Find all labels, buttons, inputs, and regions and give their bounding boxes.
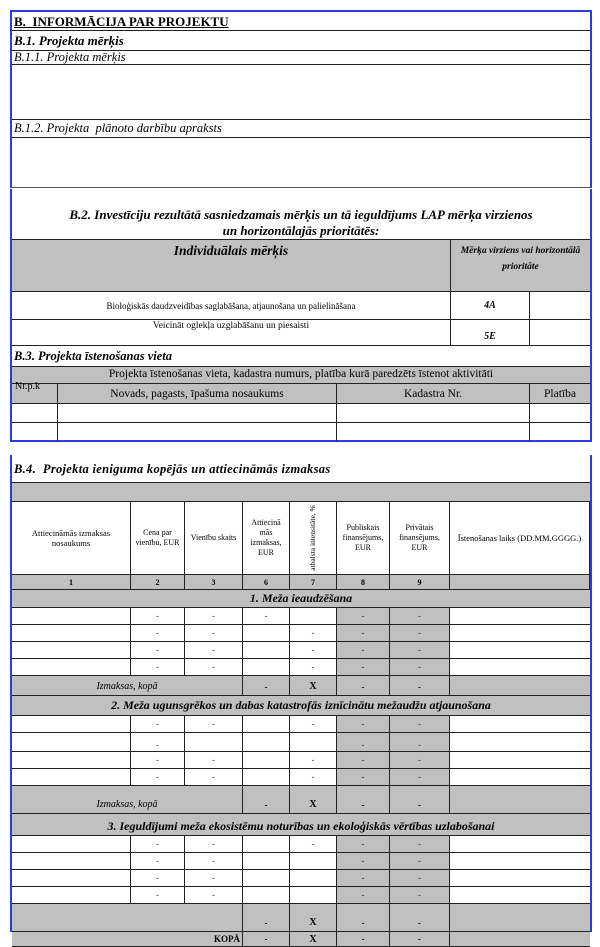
b4-cell[interactable]: [12, 870, 131, 887]
b4-group-total-cell: [450, 786, 590, 814]
b4-header-label: Attiecinā mās izmaksas, EUR: [250, 518, 282, 557]
b2-header-priority-label: Mērķa virziens vai horizontālā prioritāte: [460, 246, 581, 272]
b4-cell[interactable]: [12, 853, 131, 870]
b4-cell[interactable]: -: [185, 659, 243, 676]
b4-cell[interactable]: [12, 733, 131, 752]
b4-cell[interactable]: -: [290, 659, 337, 676]
b4-cell[interactable]: [185, 733, 243, 752]
b4-cell[interactable]: -: [185, 769, 243, 786]
b4-cell[interactable]: [243, 733, 290, 752]
b2-value-cell[interactable]: [530, 320, 590, 345]
b4-cell: -: [337, 752, 390, 769]
b4-cell[interactable]: [290, 853, 337, 870]
b4-grand-total-cell: X: [290, 932, 337, 947]
b4-column-number: 9: [390, 575, 450, 590]
b4-cell[interactable]: -: [131, 769, 185, 786]
b2-title-line1: B.2. Investīciju rezultātā sasniedzamais mērķis un tā ieguldījums LAP mērķa virzienos: [69, 207, 533, 222]
b4-cell[interactable]: [12, 887, 131, 904]
b4-cell[interactable]: -: [290, 769, 337, 786]
b4-cell[interactable]: [243, 836, 290, 853]
b4-cell: -: [390, 716, 450, 733]
b2-header-goal: [12, 239, 451, 292]
b11-input-area[interactable]: [12, 65, 590, 120]
b4-title-row: [12, 460, 590, 482]
b4-header-label: Publiskais finansējums, EUR: [342, 523, 384, 552]
b4-cell[interactable]: [243, 769, 290, 786]
b4-cell: -: [337, 887, 390, 904]
b4-cell[interactable]: [12, 642, 131, 659]
b4-cell: -: [337, 870, 390, 887]
b4-header-label: Vienību skaits: [190, 533, 237, 542]
section-b-title: B. INFORMĀCIJA PAR PROJEKTU: [14, 14, 229, 29]
b4-cell: -: [337, 625, 390, 642]
b4-cell[interactable]: [450, 853, 590, 870]
b4-header-label: Īstenošanas laiks (DD.MM.GGGG.): [457, 533, 582, 543]
b4-cell: -: [337, 608, 390, 625]
b4-cell[interactable]: [290, 733, 337, 752]
b3-cell-cadastre[interactable]: [337, 423, 530, 441]
b4-cell: -: [337, 733, 390, 752]
b4-header-col-name: [12, 502, 131, 575]
b4-cell[interactable]: [12, 608, 131, 625]
b4-group-total-label: Izmaksas, kopā: [12, 676, 243, 696]
b2-goal-cell: Veicināt oglekļa uzglabāšanu un piesaisti: [12, 320, 451, 345]
b4-cell: -: [337, 769, 390, 786]
b4-cell[interactable]: -: [290, 836, 337, 853]
b4-group-total-cell: -: [243, 904, 290, 932]
b2-header-goal-label: Individuālais mērķis: [173, 243, 289, 258]
b4-header-col-public-funding: [337, 502, 390, 575]
b4-group-total-cell: [450, 904, 590, 932]
b4-header-label: atbalsta intensitāte, %: [308, 505, 318, 571]
b4-cell[interactable]: -: [185, 608, 243, 625]
b2-title-line2: un horizontālajās prioritātēs:: [222, 223, 380, 238]
b4-group-total-cell: X: [290, 676, 337, 696]
b4-cell[interactable]: [12, 836, 131, 853]
b4-header-col-eligible-costs: [243, 502, 290, 575]
b2-row: [12, 292, 590, 320]
b2-code-cell: 4A: [451, 292, 530, 319]
b4-cell[interactable]: [12, 625, 131, 642]
b4-cell[interactable]: [290, 870, 337, 887]
b4-cell[interactable]: [450, 870, 590, 887]
b4-cell[interactable]: [450, 769, 590, 786]
b4-cell[interactable]: -: [185, 642, 243, 659]
b4-cell[interactable]: [450, 625, 590, 642]
b12-input-area[interactable]: [12, 138, 590, 188]
b3-row: [12, 423, 590, 441]
b4-cell: -: [390, 733, 450, 752]
b4-group-total-cell: -: [337, 904, 390, 932]
b4-header-col-unit-count: [185, 502, 243, 575]
b4-group-total-cell: -: [243, 786, 290, 814]
b4-cell: -: [337, 836, 390, 853]
b4-cell: -: [390, 870, 450, 887]
b4-cell[interactable]: -: [290, 752, 337, 769]
b4-cell: -: [390, 625, 450, 642]
b2-row: [12, 320, 590, 346]
b4-cell: -: [390, 608, 450, 625]
b4-cell[interactable]: -: [131, 608, 185, 625]
b4-grand-total-cell: -: [243, 932, 290, 947]
b4-cell: -: [390, 769, 450, 786]
b4-cell[interactable]: -: [131, 659, 185, 676]
b4-cell[interactable]: -: [185, 887, 243, 904]
b4-group-title: 2. Meža ugunsgrēkos un dabas katastrofās iznīcinātu mežaudžu atjaunošana: [12, 696, 590, 716]
b3-header-row: [12, 381, 590, 404]
b4-cell[interactable]: -: [131, 870, 185, 887]
b4-cell[interactable]: [243, 642, 290, 659]
b4-group-total-label: Izmaksas, kopā: [12, 786, 243, 814]
b4-group-total-label: [12, 904, 243, 932]
b4-cell[interactable]: -: [131, 752, 185, 769]
b4-cell[interactable]: [450, 642, 590, 659]
b4-group-total-cell: -: [390, 904, 450, 932]
b4-cell[interactable]: [450, 733, 590, 752]
b11-label: B.1.1. Projekta mērķis: [14, 50, 126, 64]
section-b-title-row: [12, 12, 590, 31]
b4-cell[interactable]: [450, 752, 590, 769]
b4-cell[interactable]: -: [290, 642, 337, 659]
b2-goal-cell: Bioloģiskās daudzveidības saglabāšana, atjaunošana un palielināšana: [12, 292, 451, 319]
b4-grand-total-label: KOPĀ: [12, 932, 243, 947]
b1-title-row: [12, 31, 590, 51]
b4-column-number: [450, 575, 590, 590]
b4-group-total-cell: [450, 676, 590, 696]
b4-cell: -: [337, 853, 390, 870]
b3-cell-area[interactable]: [530, 404, 590, 422]
b4-gray-band: [12, 482, 590, 502]
b3-cell-location[interactable]: [58, 423, 337, 441]
b4-header-label: Attiecināmās izmaksas nosaukums: [31, 528, 111, 548]
b4-cell[interactable]: [12, 752, 131, 769]
b4-cell[interactable]: -: [131, 625, 185, 642]
b4-group-total-cell: X: [290, 904, 337, 932]
b3-cell-nr[interactable]: [12, 423, 58, 441]
b3-title: B.3. Projekta īstenošanas vieta: [14, 349, 172, 363]
b4-cell: -: [390, 887, 450, 904]
b3-cell-nr[interactable]: [12, 404, 58, 422]
b4-column-number: 6: [243, 575, 290, 590]
b4-cell[interactable]: -: [290, 625, 337, 642]
b4-header-label: Cena par vienību, EUR: [135, 528, 180, 547]
b4-cell: -: [390, 836, 450, 853]
b4-cell: -: [390, 752, 450, 769]
b4-cell: -: [337, 659, 390, 676]
b4-cell[interactable]: [243, 870, 290, 887]
b1-title: B.1. Projekta mērķis: [14, 33, 124, 48]
b4-group-total-cell: -: [243, 676, 290, 696]
b4-cell: -: [390, 853, 450, 870]
b4-cell[interactable]: [243, 752, 290, 769]
b4-cell[interactable]: [12, 659, 131, 676]
b4-title: B.4. Projekta ieniguma kopējās un attiecināmās izmaksas: [14, 462, 331, 476]
b2-value-cell[interactable]: [530, 292, 590, 319]
b4-cell: -: [390, 642, 450, 659]
b4-cell[interactable]: -: [185, 870, 243, 887]
b4-cell[interactable]: [450, 887, 590, 904]
b4-cell[interactable]: -: [131, 836, 185, 853]
b4-cell[interactable]: [450, 608, 590, 625]
b4-cell[interactable]: [290, 887, 337, 904]
b4-cell[interactable]: [243, 716, 290, 733]
b4-cell[interactable]: -: [243, 608, 290, 625]
b4-group-total-cell: -: [390, 786, 450, 814]
b4-header-col-implementation-time: [450, 502, 590, 575]
b4-column-number: 1: [12, 575, 131, 590]
b3-row: [12, 404, 590, 423]
b4-group-total-cell: -: [337, 676, 390, 696]
b4-cell[interactable]: [12, 769, 131, 786]
b3-cell-location[interactable]: [58, 404, 337, 422]
b4-cell[interactable]: [450, 716, 590, 733]
b4-header-col-aid-intensity: [290, 502, 337, 575]
b4-cell[interactable]: -: [185, 625, 243, 642]
b4-cell[interactable]: [243, 659, 290, 676]
b4-cell[interactable]: [450, 836, 590, 853]
b4-cell[interactable]: [243, 887, 290, 904]
b3-cell-cadastre[interactable]: [337, 404, 530, 422]
b4-cell[interactable]: -: [131, 642, 185, 659]
b4-cell: -: [337, 716, 390, 733]
b3-subheader: Projekta īstenošanas vieta, kadastra numurs, platība kurā paredzēts īstenot aktivitāti: [12, 366, 590, 384]
b4-cell[interactable]: -: [131, 853, 185, 870]
b4-cell[interactable]: -: [131, 733, 185, 752]
b3-title-row: [12, 346, 590, 366]
b4-cell[interactable]: -: [185, 752, 243, 769]
b4-cell[interactable]: [12, 716, 131, 733]
b4-cell[interactable]: [243, 853, 290, 870]
b3-col-area: Platība: [544, 387, 576, 400]
b4-cell[interactable]: -: [185, 836, 243, 853]
b4-grand-total-cell: [450, 932, 590, 947]
b2-code-cell: 5E: [451, 320, 530, 345]
b4-cell[interactable]: [243, 625, 290, 642]
b3-col-location: Novads, pagasts, īpašuma nosaukums: [58, 384, 337, 403]
b11-label-row: [12, 51, 590, 65]
b4-cell: -: [390, 659, 450, 676]
b4-cell[interactable]: -: [185, 716, 243, 733]
b4-cell[interactable]: -: [131, 716, 185, 733]
b4-group-title: 3. Ieguldījumi meža ekosistēmu noturības un ekoloģiskās vērtības uzlabošanai: [12, 814, 590, 836]
b4-column-number: 2: [131, 575, 185, 590]
b3-cell-area[interactable]: [530, 423, 590, 441]
b12-label-row: [12, 120, 590, 138]
b4-grand-total-cell: -: [390, 932, 450, 947]
b4-group-title: 1. Meža ieaudzēšana: [12, 590, 590, 608]
b4-cell: -: [337, 642, 390, 659]
b4-group-total-cell: -: [390, 676, 450, 696]
b4-group-total-cell: -: [337, 786, 390, 814]
b4-column-number: 8: [337, 575, 390, 590]
b4-column-number: 3: [185, 575, 243, 590]
b4-cell[interactable]: -: [185, 853, 243, 870]
b4-cell[interactable]: -: [290, 716, 337, 733]
b2-header-priority: [451, 239, 590, 292]
b4-group-total-cell: X: [290, 786, 337, 814]
b3-col-nr: Nr.p.k: [12, 384, 58, 403]
b4-grand-total-cell: -: [337, 932, 390, 947]
b4-cell[interactable]: [290, 608, 337, 625]
b4-header-label: Privātais finansējums, EUR: [399, 523, 440, 552]
b4-header-col-private-funding: [390, 502, 450, 575]
b4-header-col-unit-price: [131, 502, 185, 575]
b3-col-cadastre: Kadastra Nr.: [337, 384, 530, 403]
b12-label: B.1.2. Projekta plānoto darbību apraksts: [14, 121, 222, 135]
b2-title: [12, 207, 590, 239]
b4-column-number: 7: [290, 575, 337, 590]
b4-cell[interactable]: [450, 659, 590, 676]
b4-cell[interactable]: -: [131, 887, 185, 904]
